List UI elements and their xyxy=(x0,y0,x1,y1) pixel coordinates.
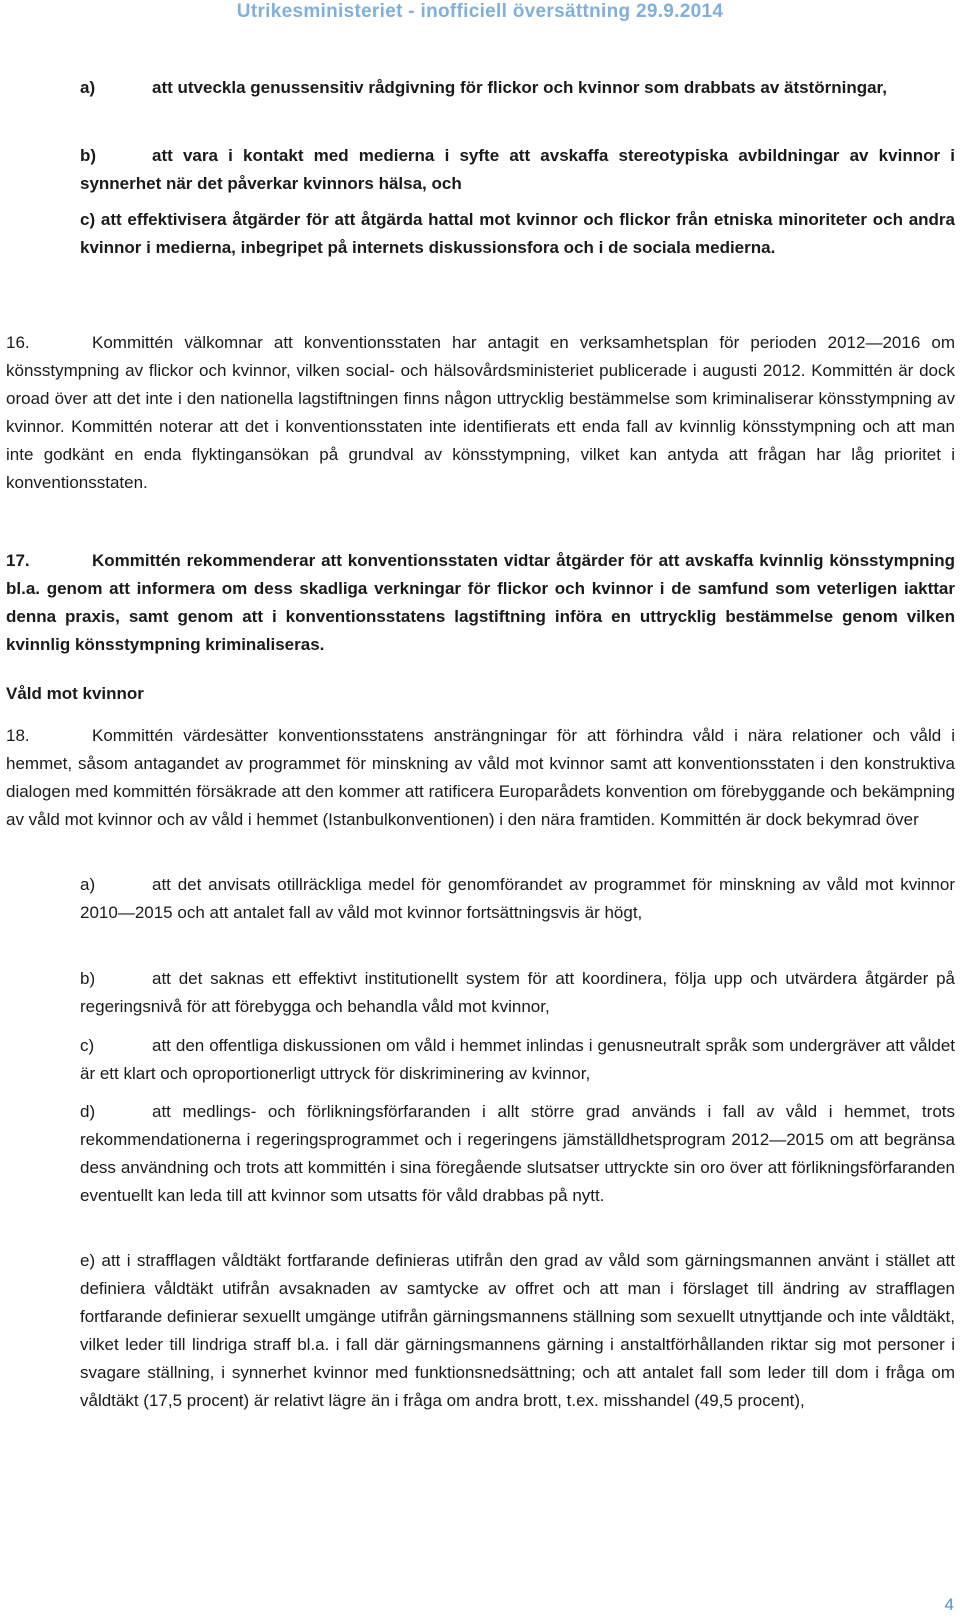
section-heading: Våld mot kvinnor xyxy=(6,684,144,703)
list-item-text: att medlings- och förlikningsförfaranden i allt större grad används i fall av våld i hemmet, trots rekommendationerna i regeringsprogrammet och i regeringens jämställdhetsprogram 2012—2015 om att begränsa dess användning och trots att kommittén i sina föregående slutsatser uttryckte sin oro över att förlikningsförfaranden eventuellt kan leda till att kvinnor som utsatts för våld drabbas på nytt. xyxy=(80,1102,955,1205)
list-item-text: att utveckla genussensitiv rådgivning för flickor och kvinnor som drabbats av ätstörningar, xyxy=(152,78,887,97)
document-header: Utrikesministeriet - inofficiell översättning 29.9.2014 xyxy=(236,1,724,22)
page-number: 4 xyxy=(944,1595,954,1614)
list-item-label: c) xyxy=(80,210,96,229)
list-item xyxy=(80,74,955,102)
paragraph-17 xyxy=(6,547,955,659)
paragraph-text: Kommittén rekommenderar att konventionsstaten vidtar åtgärder för att avskaffa kvinnlig könsstympning bl.a. genom att informera om dess skadliga verkningar för flickor och kvinnor i de samfund som veterligen iakttar denna praxis, samt genom att i konventionsstatens lagstiftning införa en uttrycklig bestämmelse genom vilken kvinnlig könsstympning kriminaliseras. xyxy=(6,551,955,654)
list-item xyxy=(80,206,955,262)
paragraph-number: 18. xyxy=(6,726,30,745)
list-item-label: c) xyxy=(80,1036,95,1055)
paragraph-16 xyxy=(6,329,955,497)
list-item xyxy=(80,1032,955,1088)
list-item xyxy=(80,965,955,1021)
list-item-label: a) xyxy=(80,78,96,97)
list-item-label: a) xyxy=(80,875,96,894)
list-item-text: att i strafflagen våldtäkt fortfarande definieras utifrån den grad av våld som gärningsmannen använt i stället att definiera våldtäkt utifrån avsaknaden av samtycke av offret och att man i förslaget till ändring av strafflagen fortfarande definierar sexuellt umgänge utifrån gärningsmannens ställning som sexuellt utnyttjande och inte våldtäkt, vilket leder till lindriga straff bl.a. i fall där gärningsmannens gärning i anstaltförhållanden riktar sig mot personer i svagare ställning, i synnerhet kvinnor med funktionsnedsättning; och att antalet fall som leder till dom i fråga om våldtäkt (17,5 procent) är relativt lägre än i fråga om andra brott, t.ex. misshandel (49,5 procent), xyxy=(80,1251,955,1410)
paragraph-text: Kommittén värdesätter konventionsstatens ansträngningar för att förhindra våld i nära relationer och våld i hemmet, såsom antagandet av programmet för minskning av våld mot kvinnor samt att konventionsstaten i den konstruktiva dialogen med kommittén försäkrade att den kommer att ratificera Europarådets konvention om förebyggande och bekämpning av våld mot kvinnor och av våld i hemmet (Istanbulkonventionen) i den nära framtiden. Kommittén är dock bekymrad över xyxy=(6,726,955,829)
list-item-label: b) xyxy=(80,146,97,165)
list-item-text: att vara i kontakt med medierna i syfte att avskaffa stereotypiska avbildningar av kvinnor i synnerhet när det påverkar kvinnors hälsa, och xyxy=(80,146,955,193)
list-item xyxy=(80,1098,955,1210)
list-item xyxy=(80,142,955,198)
list-item-label: b) xyxy=(80,969,96,988)
paragraph-number: 17. xyxy=(6,551,30,570)
paragraph-text: Kommittén välkomnar att konventionsstaten har antagit en verksamhetsplan för perioden 2012—2016 om könsstympning av flickor och kvinnor, vilken social- och hälsovårdsministeriet publicerade i augusti 2012. Kommittén är dock oroad över att det inte i den nationella lagstiftningen finns någon uttrycklig bestämmelse som kriminaliserar könsstympning av kvinnor. Kommittén noterar att det i konventionsstaten inte identifierats ett enda fall av kvinnlig könsstympning och att man inte godkänt en enda flyktingansökan på grundval av könsstympning, vilket kan antyda att frågan har låg prioritet i konventionsstaten. xyxy=(6,333,955,492)
paragraph-18 xyxy=(6,722,955,834)
list-item-label: d) xyxy=(80,1102,96,1121)
list-item-text: att det saknas ett effektivt institutionellt system för att koordinera, följa upp och utvärdera åtgärder på regeringsnivå för att förebygga och behandla våld mot kvinnor, xyxy=(80,969,955,1016)
list-item xyxy=(80,1247,955,1415)
list-item-text: att effektivisera åtgärder för att åtgärda hattal mot kvinnor och flickor från etniska minoriteter och andra kvinnor i medierna, inbegripet på internets diskussionsfora och i de sociala medierna. xyxy=(80,210,955,257)
paragraph-number: 16. xyxy=(6,333,30,352)
list-item xyxy=(80,871,955,927)
list-item-text: att den offentliga diskussionen om våld i hemmet inlindas i genusneutralt språk som undergräver att våldet är ett klart och oproportionerligt uttryck för diskriminering av kvinnor, xyxy=(80,1036,955,1083)
list-item-label: e) xyxy=(80,1251,96,1270)
list-item-text: att det anvisats otillräckliga medel för genomförandet av programmet för minskning av våld mot kvinnor 2010—2015 och att antalet fall av våld mot kvinnor fortsättningsvis är högt, xyxy=(80,875,955,922)
